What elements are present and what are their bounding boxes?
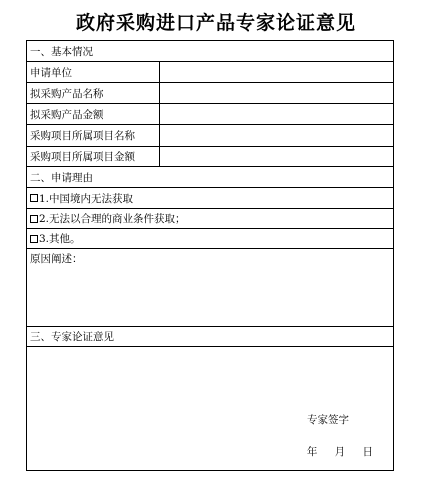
option-label: 1.中国境内无法获取 bbox=[39, 192, 134, 205]
project-amount-field[interactable] bbox=[160, 147, 393, 166]
option-row bbox=[27, 209, 393, 229]
section-3-heading: 三、专家论证意见 bbox=[30, 331, 114, 343]
section-1-heading: 一、基本情况 bbox=[30, 45, 93, 58]
table-row bbox=[27, 83, 393, 104]
project-name-label: 采购项目所属项目名称 bbox=[27, 125, 160, 146]
applicant-label: 申请单位 bbox=[27, 62, 160, 82]
option-item bbox=[27, 229, 393, 248]
option-row bbox=[27, 229, 393, 249]
reason-label: 原因阐述： bbox=[30, 253, 83, 265]
checkbox[interactable] bbox=[30, 194, 38, 202]
table-row bbox=[27, 147, 393, 167]
page-title: 政府采购进口产品专家论证意见 bbox=[75, 12, 356, 34]
table-row bbox=[27, 62, 393, 83]
section-3-heading-row bbox=[27, 327, 393, 347]
checkbox[interactable] bbox=[30, 235, 38, 243]
option-label: 2.无法以合理的商业条件获取； bbox=[39, 213, 186, 225]
option-item bbox=[27, 209, 393, 228]
section-1-heading-row bbox=[27, 41, 393, 62]
date-label: 年 月 日 bbox=[306, 446, 373, 458]
product-amount-field[interactable] bbox=[160, 104, 393, 124]
project-name-field[interactable] bbox=[160, 125, 393, 146]
applicant-field[interactable] bbox=[160, 62, 393, 82]
section-2-heading: 二、申请理由 bbox=[30, 171, 93, 184]
option-row bbox=[27, 188, 393, 209]
product-name-label: 拟采购产品名称 bbox=[27, 83, 160, 103]
signature-label: 专家签字 bbox=[307, 414, 349, 426]
product-name-field[interactable] bbox=[160, 83, 393, 103]
option-label: 3.其他。 bbox=[39, 233, 81, 245]
option-item bbox=[27, 188, 393, 208]
reason-row bbox=[27, 249, 393, 327]
product-amount-label: 拟采购产品金额 bbox=[27, 104, 160, 124]
project-amount-label: 采购项目所属项目金额 bbox=[27, 147, 160, 166]
checkbox[interactable] bbox=[30, 215, 38, 223]
section-2-heading-row bbox=[27, 167, 393, 188]
table-row bbox=[27, 125, 393, 147]
form-table bbox=[26, 40, 394, 471]
table-row bbox=[27, 104, 393, 125]
